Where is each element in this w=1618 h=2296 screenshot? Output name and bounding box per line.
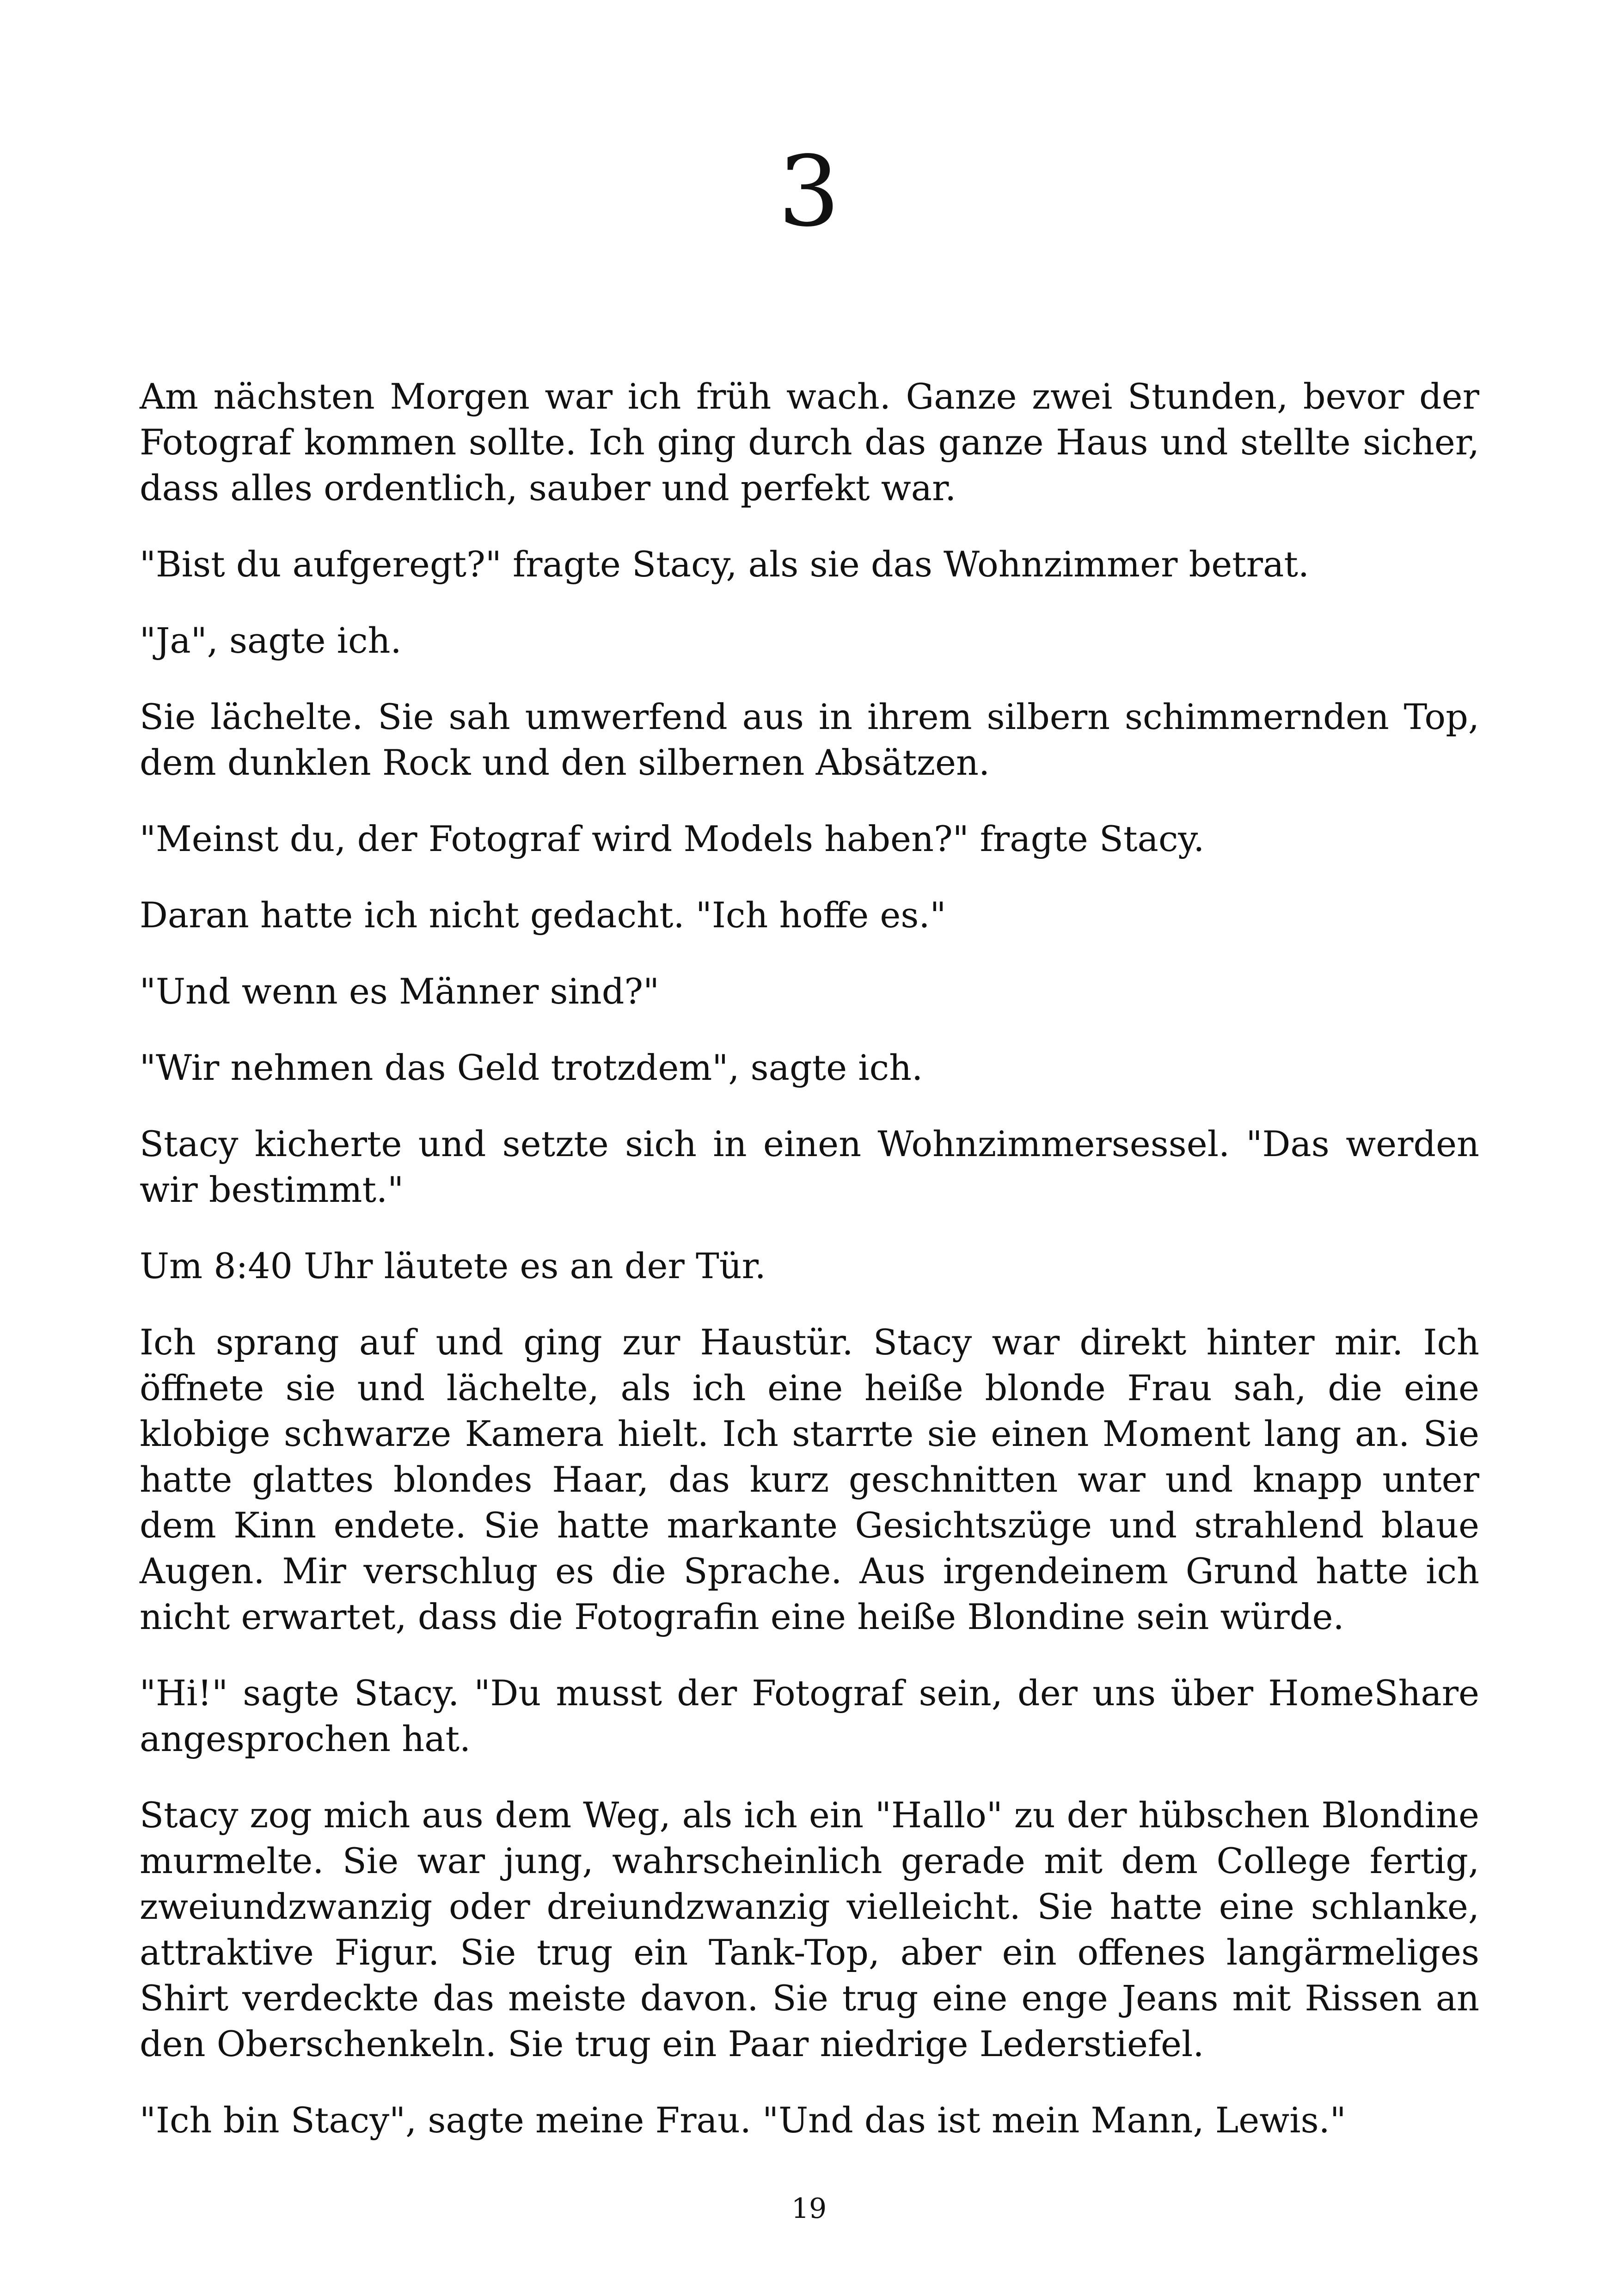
paragraph: "Meinst du, der Fotograf wird Models haben?" fragte Stacy.	[140, 818, 1205, 859]
paragraph: "Hi!" sagte Stacy. "Du musst der Fotograf sein, der uns über HomeShare angesprochen hat.	[140, 1672, 1479, 1759]
paragraph: Stacy kicherte und setzte sich in einen Wohnzimmersessel. "Das werden wir bestimmt."	[140, 1123, 1479, 1210]
paragraph: Stacy zog mich aus dem Weg, als ich ein "Hallo" zu der hübschen Blondine murmelte. Sie war jung, wahrscheinlich gerade mit dem College fertig, zweiundzwanzig oder dreiundzwanzig vielleicht. Sie hatte eine schlanke, attraktive Figur. Sie trug ein Tank-Top, aber ein offenes langärmeliges Shirt verdeckte das meiste davon. Sie trug eine enge Jeans mit Rissen an den Oberschenkeln. Sie trug ein Paar niedrige Lederstiefel.	[140, 1794, 1479, 2064]
paragraph: Daran hatte ich nicht gedacht. "Ich hoffe es."	[140, 894, 946, 936]
page-number: 19	[791, 2192, 827, 2225]
paragraph: "Ich bin Stacy", sagte meine Frau. "Und das ist mein Mann, Lewis."	[140, 2100, 1346, 2141]
paragraph: Sie lächelte. Sie sah umwerfend aus in ihrem silbern schimmernden Top, dem dunklen Rock und den silbernen Absätzen.	[140, 696, 1479, 783]
paragraph: Um 8:40 Uhr läutete es an der Tür.	[140, 1245, 766, 1286]
paragraph: Ich sprang auf und ging zur Haustür. Stacy war direkt hinter mir. Ich öffnete sie und lächelte, als ich eine heiße blonde Frau sah, die eine klobige schwarze Kamera hielt. Ich starrte sie einen Moment lang an. Sie hatte glattes blondes Haar, das kurz geschnitten war und knapp unter dem Kinn endete. Sie hatte markante Gesichtszüge und strahlend blaue Augen. Mir verschlug es die Sprache. Aus irgendeinem Grund hatte ich nicht erwartet, dass die Fotografin eine heiße Blondine sein würde.	[140, 1322, 1479, 1637]
paragraph: "Bist du aufgeregt?" fragte Stacy, als sie das Wohnzimmer betrat.	[140, 544, 1310, 585]
paragraph: "Ja", sagte ich.	[140, 620, 402, 661]
paragraph: Am nächsten Morgen war ich früh wach. Ganze zwei Stunden, bevor der Fotograf kommen sollte. Ich ging durch das ganze Haus und stellte sicher, dass alles ordentlich, sauber und perfekt war.	[140, 376, 1479, 508]
chapter-number: 3	[778, 135, 840, 248]
paragraph: "Und wenn es Männer sind?"	[140, 971, 660, 1012]
paragraph: "Wir nehmen das Geld trotzdem", sagte ich.	[140, 1047, 923, 1088]
chapter-body	[140, 373, 1479, 2174]
